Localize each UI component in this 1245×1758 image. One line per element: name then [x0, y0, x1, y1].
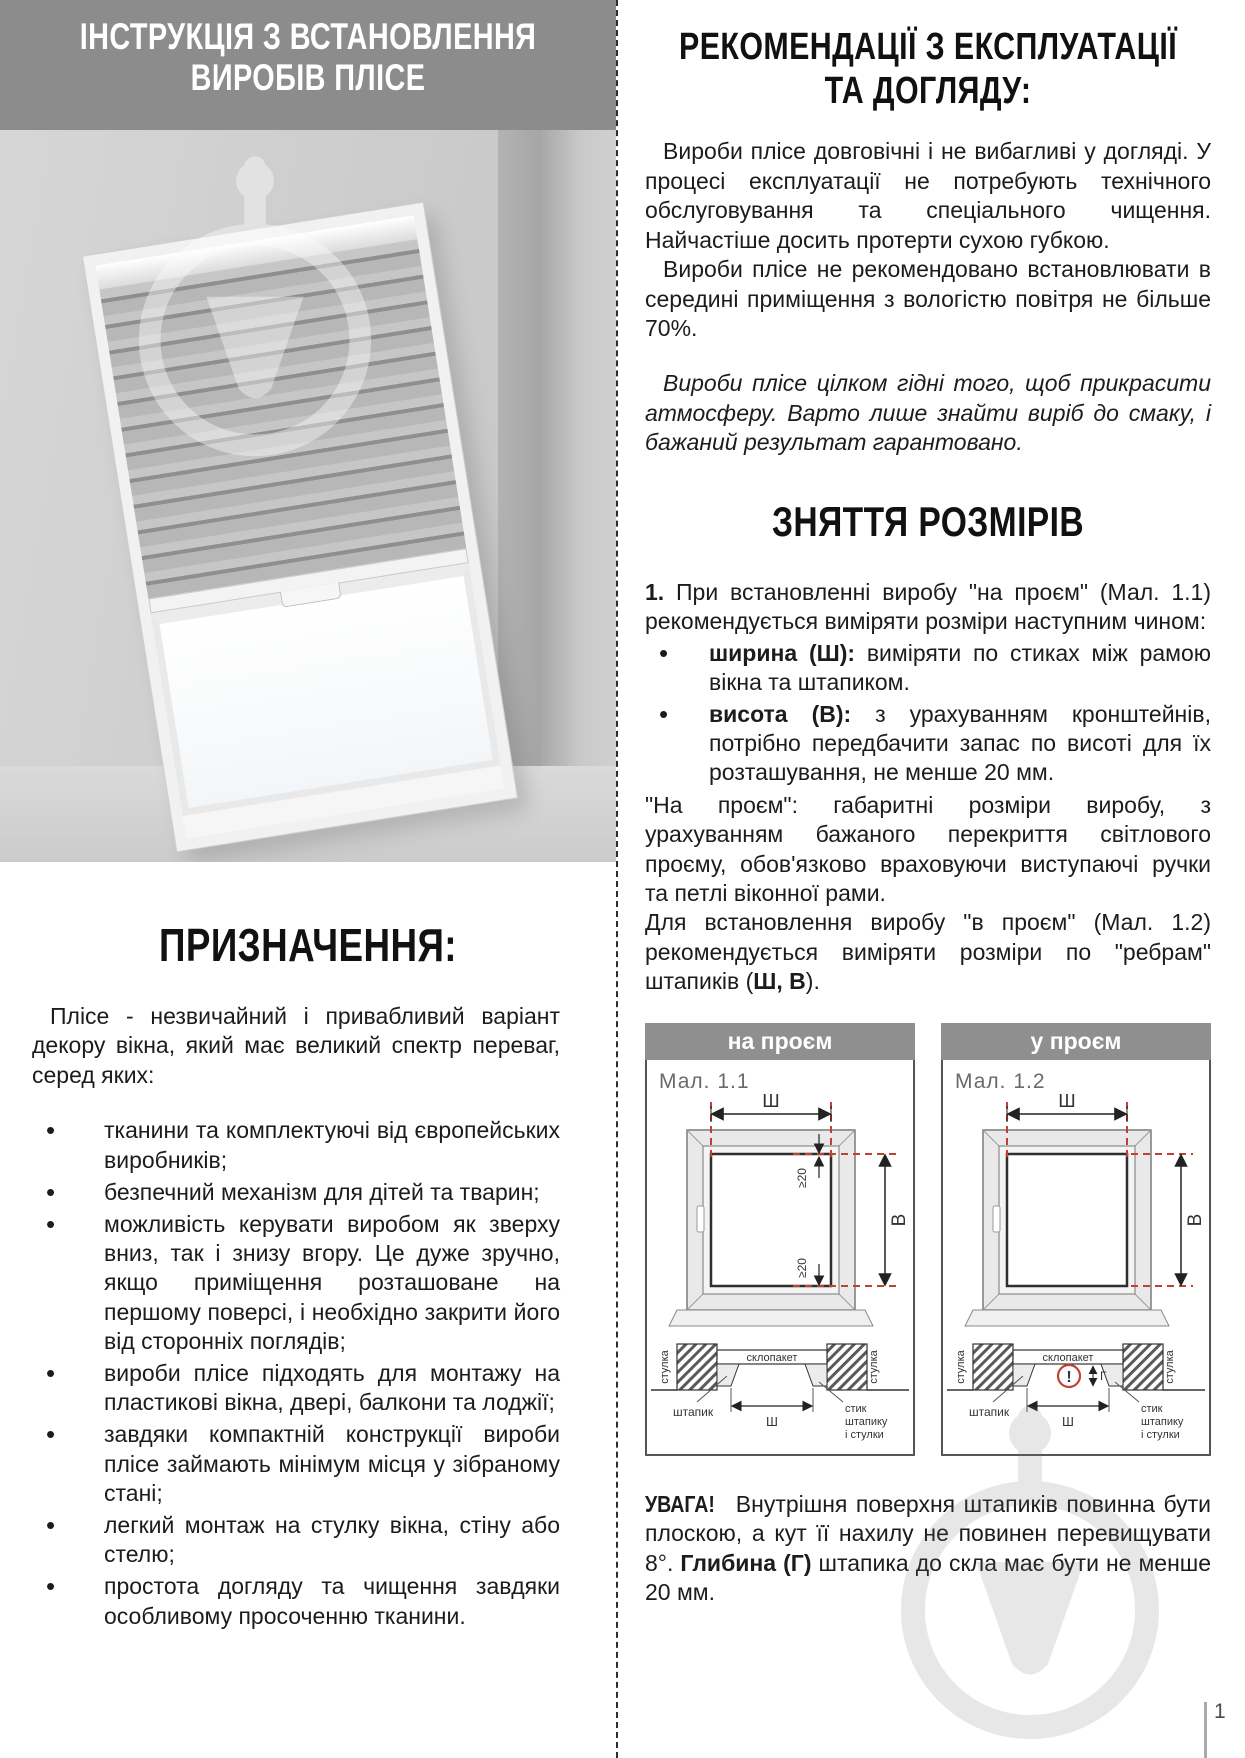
diagram-box — [941, 1060, 1211, 1456]
window-measure-diagram — [943, 1094, 1209, 1450]
care-heading: РЕКОМЕНДАЦІЇ З ЕКСПЛУАТАЦІЇ ТА ДОГЛЯДУ: — [679, 26, 1177, 112]
joint-label: штапику — [1141, 1415, 1184, 1428]
v-proem-text-end: ). — [805, 968, 820, 995]
step-number: 1. — [645, 578, 665, 605]
page-number: 1 — [1214, 1700, 1226, 1723]
term-width: ширина (Ш): — [709, 639, 856, 666]
width-dim-label: Ш — [1058, 1093, 1076, 1112]
joint-label: стик — [845, 1402, 867, 1415]
diagram-header: на проєм — [645, 1023, 915, 1060]
attention-text: Внутрішня поверхня штапиків повинна бути плоскою, а кут її нахилу не повинен перевищувати 8°. — [645, 1490, 1212, 1576]
term-width-text: виміряти по стиках між рамою вікна та штапиком. — [709, 639, 1212, 695]
sash-right-label: стулка — [868, 1349, 880, 1384]
cross-width-label: Ш — [766, 1413, 778, 1429]
care-paragraph: Вироби плісе довговічні і не вибагливі у догляді. У процесі експлуатації не потребують технічного обслуговування та спеціального чищення. Найчастіше досить протерти сухою губкою. — [645, 138, 1211, 253]
care-paragraph: Вироби плісе не рекомендовано встановлювати в середині приміщення з вологістю повітря не більше 70%. — [645, 256, 1211, 341]
attention-note — [645, 1490, 1211, 1608]
gap-top-label: ≥20 — [795, 1167, 809, 1188]
width-dim-label: Ш — [762, 1093, 780, 1112]
list-item: • легкий монтаж на стулку вікна, стіну або стелю; — [32, 1511, 560, 1569]
list-item: • вироби плісе підходять для монтажу на пластикові вікна, двері, балкони та лоджії; — [32, 1359, 560, 1417]
window-handle — [697, 1206, 704, 1232]
list-item — [645, 700, 1211, 788]
purpose-intro: Плісе - незвичайний і привабливий варіант декору вікна, який має великий спектр переваг, серед яких: — [32, 1003, 560, 1088]
left-column — [0, 0, 616, 1634]
list-item: • можливість керувати виробом як зверху вниз, так і знизу вгору. Це дуже зручно, якщо приміщення розташоване на першому поверсі, і необхідно закрити його від сторонніх поглядів; — [32, 1210, 560, 1356]
joint-label: стик — [1141, 1402, 1163, 1415]
term-height-text: з урахуванням кронштейнів, потрібно передбачити запас по висоті для їх розташування, не менше 20 мм. — [709, 701, 1211, 786]
purpose-list — [32, 1116, 560, 1630]
figure-caption: Мал. 1.2 — [955, 1069, 1046, 1093]
attention-text-end: штапика до скла має бути не менше 20 мм. — [645, 1549, 1212, 1606]
glazing-label: склопакет — [746, 1351, 798, 1364]
gap-bottom-label: ≥20 — [795, 1257, 809, 1278]
pleated-blind-fabric — [100, 240, 467, 599]
right-column — [645, 0, 1211, 1607]
joint-label: і стулки — [845, 1428, 884, 1441]
attention-depth-bold: Глибина (Г) — [680, 1549, 812, 1576]
height-dim-label: В — [1185, 1213, 1206, 1227]
window-with-pleated-blind — [83, 203, 517, 851]
window-handle — [993, 1206, 1000, 1232]
joint-label: штапику — [845, 1415, 888, 1428]
v-proem-text: Для встановлення виробу "в проєм" (Мал. 1.2) рекомендується виміряти розміри по "ребрам" штапиків ( — [645, 909, 1211, 995]
term-height: висота (В): — [709, 701, 852, 728]
footer-rule — [1204, 1702, 1207, 1758]
diagram-na-proem — [645, 1023, 915, 1456]
measuring-heading: ЗНЯТТЯ РОЗМІРІВ — [771, 497, 1085, 545]
sash-left-label: стулка — [659, 1349, 671, 1384]
sash-right-label: стулка — [1164, 1349, 1176, 1384]
height-dim-label: В — [889, 1213, 910, 1227]
v-proem-note — [645, 908, 1211, 996]
joint-label: і стулки — [1141, 1428, 1180, 1441]
installation-title: ІНСТРУКЦІЯ З ВСТАНОВЛЕННЯ ВИРОБІВ ПЛІСЕ — [79, 16, 537, 99]
glazing-label: склопакет — [1042, 1351, 1094, 1364]
list-item — [645, 639, 1211, 697]
figure-row — [645, 1023, 1211, 1456]
v-proem-bold: Ш, В — [753, 968, 806, 995]
list-item: • безпечний механізм для дітей та тварин; — [32, 1178, 560, 1207]
column-divider — [616, 0, 618, 1758]
list-item: • простота догляду та чищення завдяки особливому просоченню тканини. — [32, 1572, 560, 1630]
purpose-heading: ПРИЗНАЧЕННЯ: — [159, 919, 457, 971]
bead-label: штапик — [673, 1404, 714, 1419]
measuring-list — [645, 639, 1211, 788]
diagram-header: у проєм — [941, 1023, 1211, 1060]
figure-caption: Мал. 1.1 — [659, 1069, 750, 1093]
window-measure-diagram — [647, 1094, 913, 1450]
diagram-box — [645, 1060, 915, 1456]
list-item: • тканини та комплектуючі від європейських виробників; — [32, 1116, 560, 1174]
na-proem-note: "На проєм": габаритні розміри виробу, з урахуванням бажаного перекриття світлового проєму, обов'язково враховуючи виступаючі ручки та петлі віконної рами. — [645, 791, 1211, 906]
bead-label: штапик — [969, 1404, 1010, 1419]
wall-niche-shadow — [498, 130, 616, 862]
left-header-band — [0, 0, 616, 130]
attention-label: УВАГА! — [645, 1490, 715, 1517]
care-paragraph: Вироби плісе цілком гідні того, щоб прикрасити атмосферу. Варто лише знайти виріб до смаку, і бажаний результат гарантовано. — [645, 370, 1211, 456]
product-photo — [0, 130, 616, 862]
cross-width-label: Ш — [1062, 1413, 1074, 1429]
sash-left-label: стулка — [955, 1349, 967, 1384]
depth-label: Г — [1100, 1368, 1107, 1383]
warning-mark: ! — [1066, 1368, 1072, 1386]
list-item: • завдяки компактній конструкції вироби плісе займають мінімум місця у зібраному стані; — [32, 1420, 560, 1508]
diagram-u-proem — [941, 1023, 1211, 1456]
step-text: При встановленні виробу "на проєм" (Мал. 1.1) рекомендується виміряти розміри наступним чином: — [645, 578, 1211, 635]
measuring-step — [645, 578, 1211, 637]
